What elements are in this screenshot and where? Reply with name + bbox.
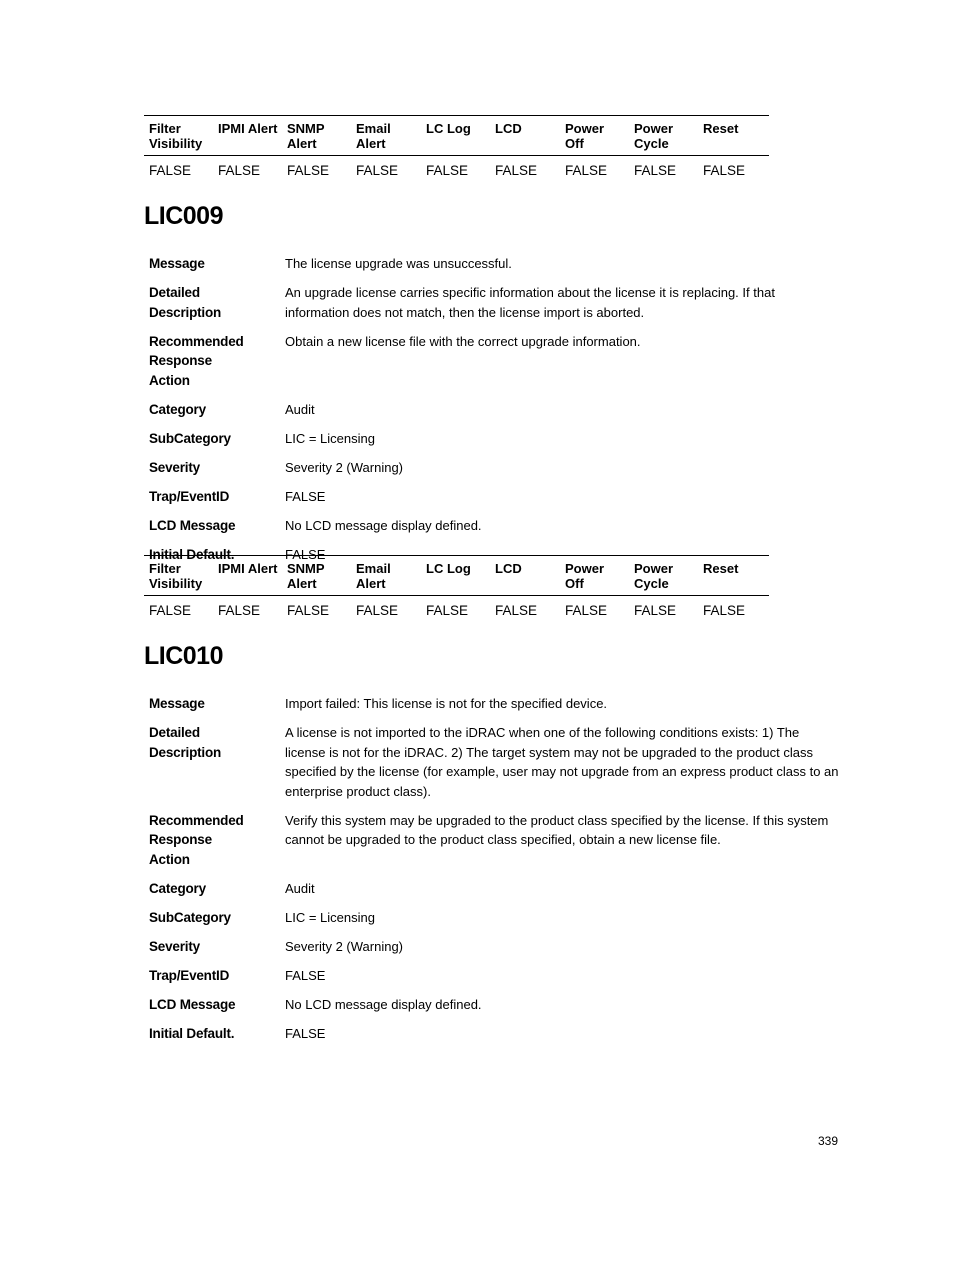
filter-table-previous <box>144 115 769 182</box>
filter-table-header-row <box>144 556 769 596</box>
detail-label: Category <box>149 880 206 896</box>
table-cell: FALSE <box>287 163 330 178</box>
detail-label: Severity <box>149 938 200 954</box>
detail-row-initial-default <box>149 1024 839 1044</box>
lic010-details <box>149 694 839 1053</box>
detail-value: Obtain a new license file with the correct upgrade information. <box>285 333 641 349</box>
table-cell: FALSE <box>426 603 469 618</box>
detail-row-trap-eventid <box>149 487 839 507</box>
detail-label: SubCategory <box>149 909 231 925</box>
detail-row-severity <box>149 458 839 478</box>
detail-value: Verify this system may be upgraded to the product class specified by the license. If this system cannot be upgraded to the product class specified, obtain a new license file. <box>285 812 829 847</box>
detail-row-recommended-response-action <box>149 332 839 391</box>
table-cell: FALSE <box>426 163 469 178</box>
table-cell: FALSE <box>218 603 261 618</box>
detail-value: LIC = Licensing <box>285 909 375 925</box>
table-cell: FALSE <box>634 603 677 618</box>
table-row <box>144 596 769 623</box>
table-cell: FALSE <box>703 603 746 618</box>
filter-table-lic009 <box>144 555 769 622</box>
header-ipmi-alert: IPMI Alert <box>213 116 282 156</box>
header-power-cycle: Power Cycle <box>629 116 698 156</box>
header-power-cycle: Power Cycle <box>629 556 698 596</box>
detail-label: Message <box>149 696 205 711</box>
detail-row-severity <box>149 937 839 957</box>
detail-row-trap-eventid <box>149 966 839 986</box>
detail-label: Initial Default. <box>149 1025 235 1041</box>
header-reset: Reset <box>698 556 769 596</box>
detail-value: A license is not imported to the iDRAC when one of the following conditions exists: 1) The license is not for the iDRAC. 2) The target system may not be upgraded to the product class specified by the license (for example, user may not upgrade from an express product class to an enterprise product class). <box>285 725 839 799</box>
detail-row-message <box>149 694 839 714</box>
detail-label: Detailed Description <box>149 285 222 320</box>
table-cell: FALSE <box>356 163 399 178</box>
table-row <box>144 156 769 183</box>
detail-value: Audit <box>285 401 315 417</box>
detail-value: An upgrade license carries specific information about the license it is replacing. If that information does not match, then the license import is aborted. <box>285 285 775 320</box>
table-cell: FALSE <box>495 163 538 178</box>
detail-label: Trap/EventID <box>149 967 230 983</box>
detail-value: FALSE <box>285 546 326 562</box>
table-cell: FALSE <box>565 603 608 618</box>
header-lc-log: LC Log <box>421 116 490 156</box>
table-cell: FALSE <box>634 163 677 178</box>
header-ipmi-alert: IPMI Alert <box>213 556 282 596</box>
detail-value: Import failed: This license is not for the specified device. <box>285 696 608 711</box>
detail-row-subcategory <box>149 429 839 449</box>
header-filter-visibility: Filter Visibility <box>144 116 213 156</box>
detail-value: No LCD message display defined. <box>285 996 482 1012</box>
table-cell: FALSE <box>356 603 399 618</box>
header-snmp-alert: SNMP Alert <box>282 556 351 596</box>
detail-row-category <box>149 400 839 420</box>
detail-label: Initial Default. <box>149 546 235 562</box>
header-email-alert: Email Alert <box>351 116 421 156</box>
table-cell: FALSE <box>287 603 330 618</box>
detail-row-subcategory <box>149 908 839 928</box>
detail-value: The license upgrade was unsuccessful. <box>285 256 512 271</box>
detail-value: Audit <box>285 880 315 896</box>
header-reset: Reset <box>698 116 769 156</box>
detail-label: SubCategory <box>149 430 231 446</box>
table-cell: FALSE <box>565 163 608 178</box>
header-lcd: LCD <box>490 116 560 156</box>
detail-value: Severity 2 (Warning) <box>285 459 403 475</box>
detail-value: FALSE <box>285 967 326 983</box>
detail-value: Severity 2 (Warning) <box>285 938 403 954</box>
header-snmp-alert: SNMP Alert <box>282 116 351 156</box>
header-filter-visibility: Filter Visibility <box>144 556 213 596</box>
detail-value: FALSE <box>285 1025 326 1041</box>
lic009-details <box>149 254 839 574</box>
detail-label: Recommended Response Action <box>149 333 244 388</box>
detail-label: Message <box>149 256 205 271</box>
detail-label: Trap/EventID <box>149 488 230 504</box>
detail-label: Detailed Description <box>149 725 222 760</box>
section-title-lic009: LIC009 <box>144 202 223 230</box>
detail-row-lcd-message <box>149 995 839 1015</box>
detail-value: FALSE <box>285 488 326 504</box>
detail-value: No LCD message display defined. <box>285 517 482 533</box>
header-email-alert: Email Alert <box>351 556 421 596</box>
header-lcd: LCD <box>490 556 560 596</box>
table-cell: FALSE <box>149 603 192 618</box>
detail-row-recommended-response-action <box>149 811 839 870</box>
table-cell: FALSE <box>703 163 746 178</box>
filter-table-header-row <box>144 116 769 156</box>
detail-label: Recommended Response Action <box>149 812 244 867</box>
header-lc-log: LC Log <box>421 556 490 596</box>
detail-row-lcd-message <box>149 516 839 536</box>
section-title-lic010: LIC010 <box>144 642 223 670</box>
detail-label: Category <box>149 401 206 417</box>
table-cell: FALSE <box>218 163 261 178</box>
detail-row-message <box>149 254 839 274</box>
detail-label: LCD Message <box>149 517 236 533</box>
header-power-off: Power Off <box>560 116 629 156</box>
page-number: 339 <box>818 1134 839 1148</box>
detail-row-category <box>149 879 839 899</box>
detail-label: LCD Message <box>149 996 236 1012</box>
header-power-off: Power Off <box>560 556 629 596</box>
detail-value: LIC = Licensing <box>285 430 375 446</box>
detail-row-detailed-description <box>149 283 839 322</box>
table-cell: FALSE <box>149 163 192 178</box>
detail-label: Severity <box>149 459 200 475</box>
table-cell: FALSE <box>495 603 538 618</box>
detail-row-detailed-description <box>149 723 839 801</box>
